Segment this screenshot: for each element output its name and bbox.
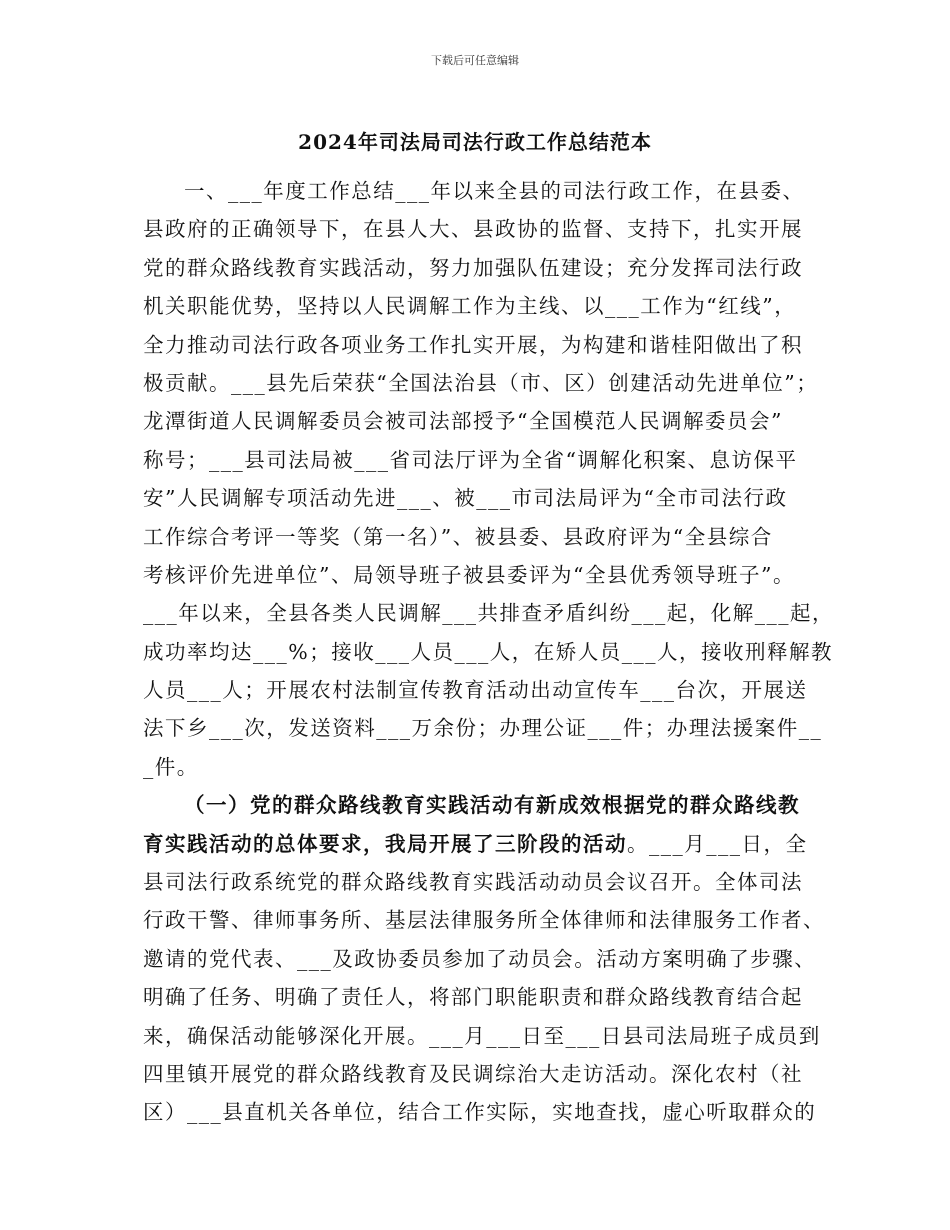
text-line: ___年以来，全县各类人民调解___共排查矛盾纠纷___起，化解___起， bbox=[143, 601, 834, 626]
section-heading-line bbox=[143, 825, 819, 863]
text-line: 四里镇开展党的群众路线教育及民调综治大走访活动。深化农村（社 bbox=[143, 1061, 803, 1086]
text-line: 明确了任务、明确了责任人，将部门职能职责和群众路线教育结合起 bbox=[143, 985, 803, 1010]
text-line: 区）___县直机关各单位，结合工作实际，实地查找，虚心听取群众的 bbox=[143, 1100, 817, 1125]
text-line: 工作综合考评一等奖（第一名）”、被县委、县政府评为“全县综合 bbox=[143, 524, 773, 549]
text-line: 称号；___县司法局被___省司法厅评为全省“调解化积案、息访保平 bbox=[143, 447, 798, 472]
text-line: _件。 bbox=[143, 754, 199, 779]
text-line: 极贡献。___县先后荣获“全国法治县（市、区）创建活动先进单位”； bbox=[143, 370, 819, 395]
document-body bbox=[143, 172, 834, 1132]
text-line: 行政干警、律师事务所、基层法律服务所全体律师和法律服务工作者、 bbox=[143, 908, 825, 933]
text-line: 全力推动司法行政各项业务工作扎实开展，为构建和谐桂阳做出了积 bbox=[143, 332, 803, 357]
page-header-note: 下载后可任意编辑 bbox=[431, 54, 519, 67]
text-fragment: 。___月___日，全 bbox=[627, 831, 808, 856]
text-line: 考核评价先进单位”、局领导班子被县委评为“全县优秀领导班子”。 bbox=[143, 562, 795, 587]
text-line: 法下乡___次，发送资料___万余份；办理公证___件；办理法援案件__ bbox=[143, 716, 823, 741]
text-line: 一、___年度工作总结___年以来全县的司法行政工作，在县委、 bbox=[184, 179, 805, 203]
section-heading-line bbox=[143, 786, 819, 824]
text-line: 来，确保活动能够深化开展。___月___日至___日县司法局班子成员到 bbox=[143, 1023, 821, 1048]
text-line: 人员___人；开展农村法制宣传教育活动出动宣传车___台次，开展送 bbox=[143, 678, 808, 703]
text-line: 龙潭街道人民调解委员会被司法部授予“全国模范人民调解委员会” bbox=[143, 409, 783, 434]
text-line: 机关职能优势，坚持以人民调解工作为主线、以___工作为“红线”， bbox=[143, 294, 797, 319]
text-line: 党的群众路线教育实践活动，努力加强队伍建设；充分发挥司法行政 bbox=[143, 255, 803, 280]
text-line: 成功率均达___%；接收___人员___人，在矫人员___人，接收刑释解教 bbox=[143, 639, 833, 664]
document-title: 2024年司法局司法行政工作总结范本 bbox=[298, 130, 652, 154]
text-line: 邀请的党代表、___及政协委员参加了动员会。活动方案明确了步骤、 bbox=[143, 946, 817, 971]
text-line: 县政府的正确领导下，在县人大、县政协的监督、支持下，扎实开展 bbox=[143, 217, 803, 242]
section-heading-text: 育实践活动的总体要求，我局开展了三阶段的活动 bbox=[143, 831, 627, 856]
text-line: 安”人民调解专项活动先进___、被___市司法局评为“全市司法行政 bbox=[143, 486, 788, 511]
text-line: 县司法行政系统党的群众路线教育实践活动动员会议召开。全体司法 bbox=[143, 870, 803, 895]
section-heading-text: （一）党的群众路线教育实践活动有新成效根据党的群众路线教 bbox=[184, 793, 800, 818]
